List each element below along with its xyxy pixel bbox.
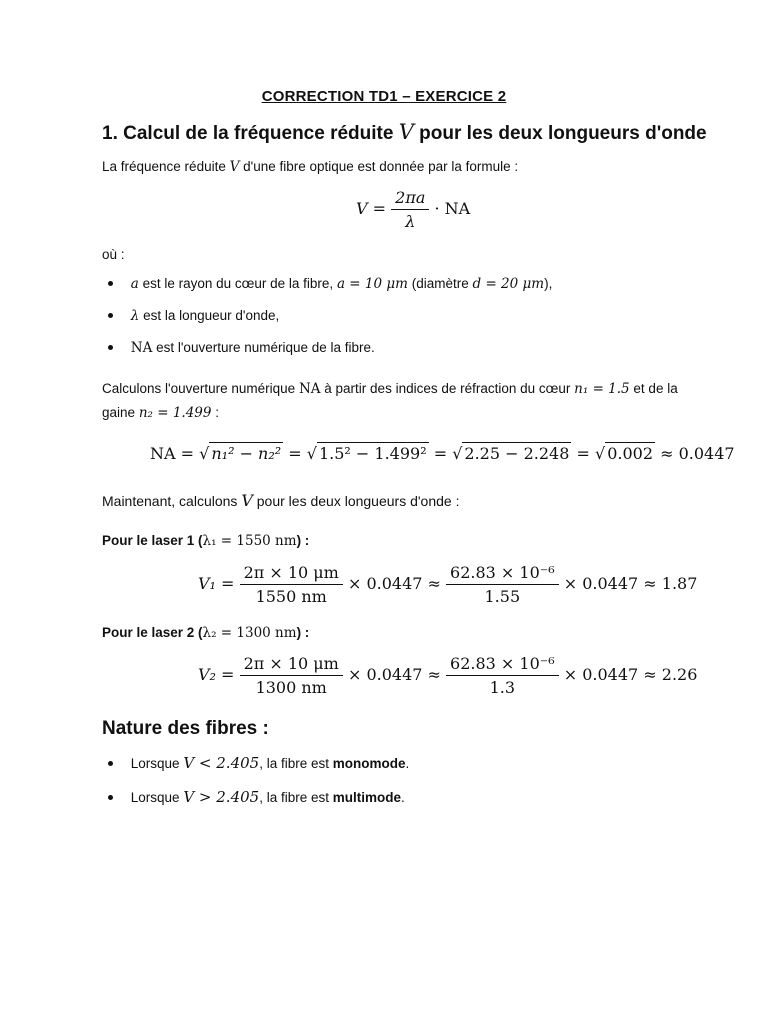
na-text: Calculons l'ouverture numérique [102,381,296,396]
laser2-fraction-1 [240,654,343,697]
nature-text: Lorsque [130,790,180,805]
laser1-fraction-1 [240,563,343,606]
maintenant-text-suffix: pour les deux longueurs d'onde : [256,493,460,509]
bullet-variable: λ [130,308,140,324]
laser2-fraction-2-den: 1.3 [489,678,516,697]
na-equation: NA = √ n₁² − n₂² = √ 1.5² − 1.499² = √ 2.25 − 2.248 = √ 0.002 ≈ 0.0447 [150,444,735,463]
laser1-label [102,530,309,552]
laser2-label [102,622,309,644]
laser1-label-end: ) : [296,533,310,548]
laser2-fraction-2 [446,654,559,697]
nature-text: , la fibre est [259,756,329,771]
nature-text: Lorsque [130,756,180,771]
section-heading-1 [102,120,707,145]
bullet-variable: NA [130,340,153,356]
laser2-label-text: Pour le laser 2 ( [102,625,203,640]
laser1-fraction-1-den: 1550 nm [255,587,327,606]
na-text: gaine [102,405,136,420]
bullet-equation: a = 10 μm [336,276,408,292]
bullet-item-radius [108,276,552,292]
formula-numerator: 2πa [391,188,429,210]
laser2-lhs: V₂ = [198,665,235,684]
heading-text-suffix: pour les deux longueurs d'onde [419,123,707,144]
formula-rhs: · NA [434,199,471,218]
bullet-dot [108,281,113,286]
na-equation-n1: n₁ = 1.5 [574,381,630,397]
formula-fraction [391,188,429,231]
laser2-equation [198,654,697,697]
laser1-lhs: V₁ = [198,574,235,593]
na-variable: NA [298,381,321,397]
na-text: à partir des indices de réfraction du cœur [324,381,571,396]
main-formula [356,188,470,231]
na-text: et de la [633,381,678,396]
bullet-text: est la longueur d'onde, [143,308,280,323]
bullet-dot [108,761,113,766]
laser2-fraction-2-num: 62.83 × 10⁻⁶ [446,654,559,676]
bullet-item-wavelength [108,308,279,324]
formula-denominator: λ [405,212,416,231]
nature-text-end: . [401,790,405,805]
nature-item-multimode [108,788,405,806]
nature-text: , la fibre est [259,790,329,805]
laser1-fraction-2-den: 1.55 [484,587,521,606]
bullet-dot [108,313,113,318]
na-eq-root3: 2.25 − 2.248 [464,444,570,463]
nature-heading: Nature des fibres : [102,718,269,739]
na-paragraph-line1 [102,378,678,400]
nature-equation: V > 2.405 [183,788,260,806]
laser1-multiply-1: × 0.0447 ≈ [347,574,441,593]
laser2-label-end: ) : [296,625,310,640]
na-eq-root2: 1.5² − 1.499² [318,444,427,463]
bullet-text: (diamètre [411,276,469,291]
na-eq-lhs: NA = [150,444,195,463]
laser1-fraction-2-num: 62.83 × 10⁻⁶ [446,563,559,585]
laser1-label-text: Pour le laser 1 ( [102,533,203,548]
intro-text: La fréquence réduite [102,159,226,174]
bullet-text-end: ), [544,276,553,291]
na-equation-n2: n₂ = 1.499 [138,405,212,421]
na-eq-result: ≈ 0.0447 [660,444,735,463]
bullet-variable: a [130,276,139,292]
nature-type-bold: multimode [332,790,402,805]
bullet-dot [108,795,113,800]
bullet-text: est le rayon du cœur de la fibre, [142,276,334,291]
laser1-fraction-1-num: 2π × 10 μm [240,563,343,585]
laser2-lambda: λ₂ = 1300 nm [202,625,297,641]
maintenant-text: Maintenant, calculons [102,493,238,509]
laser2-fraction-1-num: 2π × 10 μm [240,654,343,676]
maintenant-paragraph [102,490,459,512]
bullet-equation: d = 20 μm [472,276,545,292]
intro-paragraph [102,156,518,178]
laser1-fraction-2 [446,563,559,606]
nature-type-bold: monomode [332,756,406,771]
laser2-result: × 0.0447 ≈ 2.26 [563,665,698,684]
bullet-item-na [108,340,375,356]
nature-text-end: . [405,756,410,771]
bullet-dot [108,345,113,350]
bullet-text: est l'ouverture numérique de la fibre. [156,340,375,355]
laser2-fraction-1-den: 1300 nm [255,678,327,697]
laser1-result: × 0.0447 ≈ 1.87 [563,574,698,593]
laser1-lambda: λ₁ = 1550 nm [202,533,297,549]
nature-item-monomode [108,754,409,772]
maintenant-variable: V [241,491,253,510]
formula-lhs: V = [356,199,387,218]
heading-variable: V [398,120,414,144]
document-title: CORRECTION TD1 – EXERCICE 2 [261,88,507,105]
na-text: : [215,405,219,420]
ou-label: où : [102,247,125,262]
nature-equation: V < 2.405 [183,754,260,772]
heading-text: 1. Calcul de la fréquence réduite [102,123,394,144]
na-eq-root1: n₁² − n₂² [211,444,282,463]
na-eq-root4: 0.002 [607,444,654,463]
intro-variable: V [229,159,240,175]
laser1-equation [198,563,697,606]
intro-text-suffix: d'une fibre optique est donnée par la formule : [243,159,519,174]
na-paragraph-line2 [102,402,219,424]
laser2-multiply-1: × 0.0447 ≈ [347,665,441,684]
